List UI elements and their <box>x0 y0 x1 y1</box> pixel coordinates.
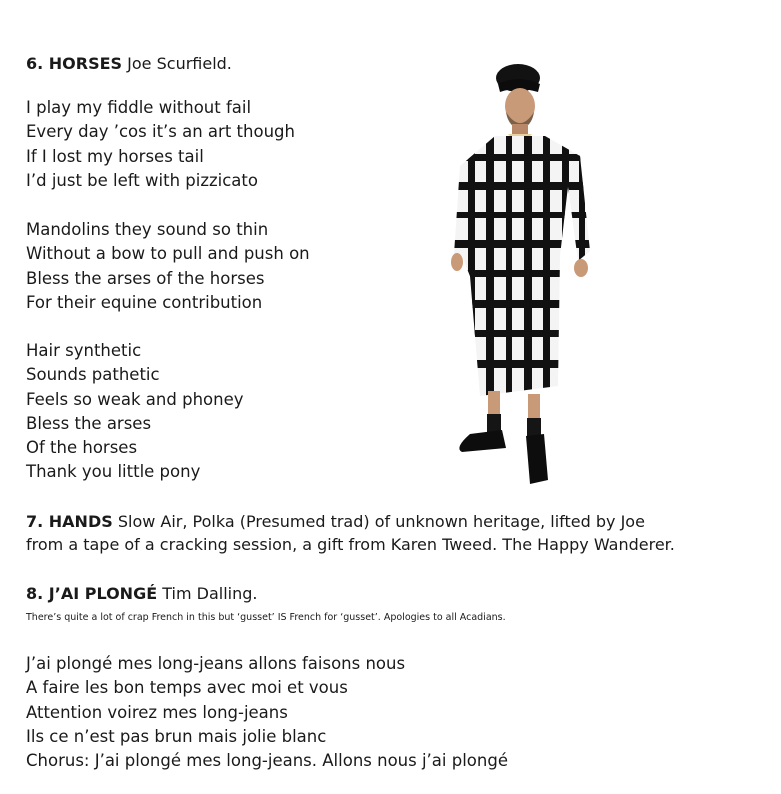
lyric-line: Feels so weak and phoney <box>26 389 244 409</box>
track-7-description-continued: from a tape of a cracking session, a gift from Karen Tweed. The Happy Wanderer. <box>26 535 675 554</box>
track-7-block <box>26 510 766 556</box>
lyric-line: For their equine contribution <box>26 292 263 312</box>
track-6-credit: Joe Scurfield. <box>127 54 232 73</box>
track-8-note: There’s quite a lot of crap French in this but ‘gusset’ IS French for ‘gusset’. Apologies to all Acadians. <box>26 612 506 623</box>
lyric-line: Mandolins they sound so thin <box>26 220 269 239</box>
horses-stanza-2 <box>26 218 310 315</box>
lyric-line: Chorus: J’ai plongé mes long-jeans. Allons nous j’ai plongé <box>26 751 508 771</box>
man-in-checked-coat-photo <box>440 56 600 496</box>
lyric-line: Bless the arses of the horses <box>26 268 265 288</box>
lyric-line: I play my fiddle without fail <box>26 98 252 117</box>
track-8-title: 8. J’AI PLONGÉ <box>26 584 158 603</box>
lyric-line: Thank you little pony <box>26 462 201 482</box>
jai-plonge-stanza-1 <box>26 652 508 773</box>
lyric-line: I’d just be left with pizzicato <box>26 170 258 190</box>
lyric-line: Without a bow to pull and push on <box>26 244 310 264</box>
lyric-line: Hair synthetic <box>26 341 142 360</box>
right-shoe <box>526 434 548 484</box>
lyric-line: Bless the arses <box>26 413 152 433</box>
track-6-heading <box>26 54 232 73</box>
lyric-line: Sounds pathetic <box>26 365 160 385</box>
lyric-line: Of the horses <box>26 438 138 458</box>
track-6-title: 6. HORSES <box>26 54 123 73</box>
left-shoe <box>459 430 506 452</box>
lyric-line: A faire les bon temps avec moi et vous <box>26 678 348 698</box>
lyric-line: Attention voirez mes long-jeans <box>26 702 288 722</box>
track-8-credit: Tim Dalling. <box>162 584 258 603</box>
lyric-line: If I lost my horses tail <box>26 146 204 166</box>
track-7-title: 7. HANDS <box>26 512 113 531</box>
track-8-heading <box>26 584 257 603</box>
lyric-line: Ils ce n’est pas brun mais jolie blanc <box>26 726 327 746</box>
lyric-line: J’ai plongé mes long-jeans allons faisons nous <box>26 654 406 673</box>
horses-stanza-3 <box>26 339 244 485</box>
horses-stanza-1 <box>26 96 295 193</box>
lyric-line: Every day ’cos it’s an art though <box>26 122 295 142</box>
track-7-description: Slow Air, Polka (Presumed trad) of unknown heritage, lifted by Joe <box>117 512 645 531</box>
